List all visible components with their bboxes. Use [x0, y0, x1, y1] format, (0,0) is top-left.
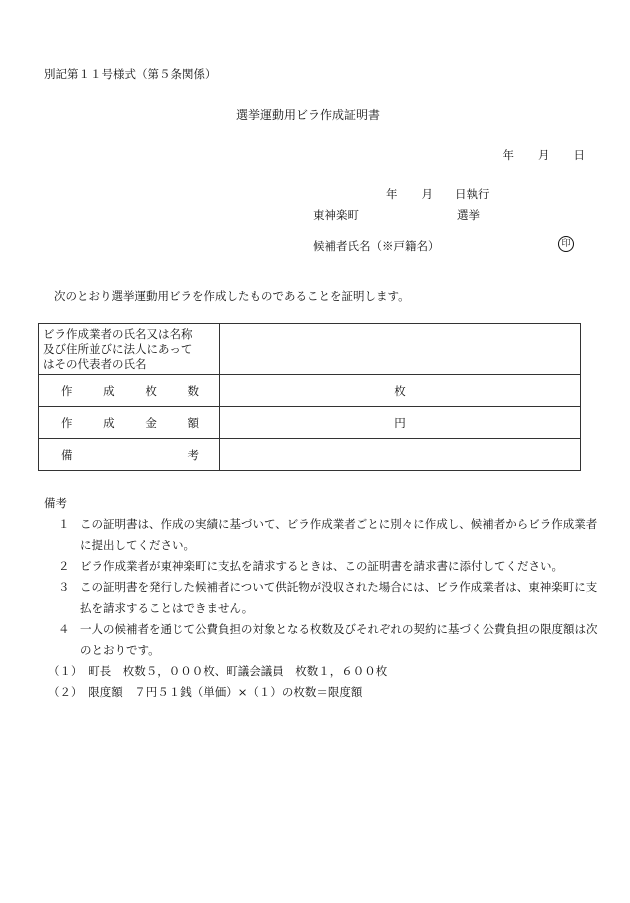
- note-text: 一人の候補者を通じて公費負担の対象となる枚数及びそれぞれの契約に基づく公費負担の限度額は次のとおりです。: [80, 622, 598, 657]
- year-label: 年: [502, 148, 514, 162]
- note-item: [44, 619, 604, 661]
- table-row-producer: [39, 324, 581, 375]
- issue-date-line: [503, 147, 586, 163]
- note-item: [44, 556, 604, 577]
- remarks-value-cell[interactable]: [220, 439, 581, 471]
- note-sub-item: （２） 限度額 ７円５１銭（単価）×（１）の枚数＝限度額: [48, 685, 363, 699]
- election-date-line: [386, 186, 490, 202]
- producer-label-line: 及び住所並びに法人にあって: [43, 341, 193, 356]
- table-row-remarks: [39, 439, 581, 471]
- month-label: 月: [538, 148, 550, 162]
- note-item: [44, 514, 604, 556]
- election-month-label: 月: [421, 187, 433, 201]
- note-text: この証明書は、作成の実績に基づいて、ビラ作成業者ごとに別々に作成し、候補者からビラ作成業者に提出してください。: [80, 517, 598, 552]
- amount-label: [39, 407, 220, 439]
- day-label: 日: [573, 148, 585, 162]
- remarks-label: [39, 439, 220, 471]
- amount-unit: 円: [394, 415, 406, 430]
- form-label: 別記第１１号様式（第５条関係）: [44, 67, 217, 81]
- quantity-label: [39, 375, 220, 407]
- certificate-table: [38, 323, 581, 471]
- note-number: ４: [58, 622, 70, 636]
- town-election-line: [313, 207, 480, 223]
- quantity-unit: 枚: [394, 383, 406, 398]
- label-char: 成: [103, 415, 115, 430]
- seal-mark: 印: [558, 236, 574, 252]
- note-text: ビラ作成業者が東神楽町に支払を請求するときは、この証明書を請求書に添付してください。: [80, 559, 563, 573]
- label-char: 数: [187, 383, 199, 398]
- election-label: 選挙: [457, 208, 480, 222]
- table-row-quantity: [39, 375, 581, 407]
- label-char: 金: [145, 415, 157, 430]
- label-char: 備: [61, 447, 73, 462]
- certification-statement: 次のとおり選挙運動用ビラを作成したものであることを証明します。: [54, 289, 410, 303]
- producer-label-line: はその代表者の氏名: [43, 356, 147, 371]
- note-text: この証明書を発行した候補者について供託物が没収された場合には、ビラ作成業者は、東神楽町に支払を請求することはできません。: [80, 580, 598, 615]
- quantity-value-cell[interactable]: [220, 375, 581, 407]
- note-sub-item: （１） 町長 枚数５，０００枚、町議会議員 枚数１，６００枚: [48, 664, 388, 678]
- label-char: 額: [187, 415, 199, 430]
- notes-heading: 備考: [44, 496, 67, 510]
- note-item: [44, 577, 604, 619]
- producer-value-cell[interactable]: [220, 324, 581, 375]
- note-number: １: [58, 517, 70, 531]
- producer-label-line: ビラ作成業者の氏名又は名称: [43, 326, 193, 341]
- amount-value-cell[interactable]: [220, 407, 581, 439]
- label-char: 枚: [145, 383, 157, 398]
- label-char: 成: [103, 383, 115, 398]
- producer-label: [39, 324, 220, 375]
- label-char: 考: [187, 447, 199, 462]
- label-char: 作: [61, 415, 73, 430]
- town-name: 東神楽町: [313, 208, 359, 222]
- election-year-label: 年: [386, 187, 398, 201]
- notes-section: [44, 493, 604, 703]
- table-row-amount: [39, 407, 581, 439]
- document-title: 選挙運動用ビラ作成証明書: [236, 108, 381, 122]
- election-day-label: 日執行: [455, 187, 490, 201]
- note-number: ３: [58, 580, 70, 594]
- label-char: 作: [61, 383, 73, 398]
- note-number: ２: [58, 559, 70, 573]
- candidate-name-label: 候補者氏名（※戸籍名）: [313, 239, 440, 253]
